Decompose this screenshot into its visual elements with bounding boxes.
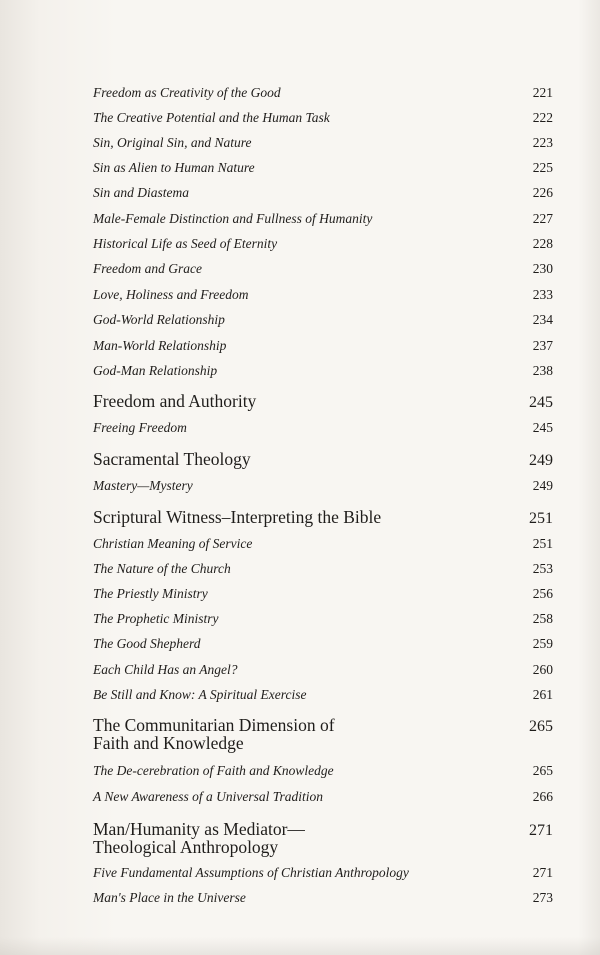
page-bottom-shadow <box>0 937 600 955</box>
entry-title: Freedom and Grace <box>93 261 202 276</box>
toc-entry <box>93 586 553 602</box>
toc-entry <box>93 261 553 277</box>
toc-section-heading <box>93 820 553 856</box>
entry-title: Man's Place in the Universe <box>93 890 246 905</box>
entry-page-number: 266 <box>532 789 553 804</box>
entry-title: Five Fundamental Assumptions of Christian Anthropology <box>93 865 409 880</box>
entry-title: Man-World Relationship <box>93 338 227 353</box>
entry-page-number: 230 <box>532 261 553 276</box>
entry-page-number: 221 <box>532 85 553 100</box>
toc-entry <box>93 561 553 577</box>
section-title: Freedom and Authority <box>93 391 257 411</box>
section-page-number: 271 <box>529 822 553 839</box>
entry-title: Freedom as Creativity of the Good <box>93 85 281 100</box>
toc-entry <box>93 662 553 678</box>
toc-entry <box>93 763 553 779</box>
entry-page-number: 251 <box>532 536 553 551</box>
toc-entry <box>93 363 553 379</box>
section-title-line: Man/Humanity as Mediator— <box>93 819 305 839</box>
toc-entry <box>93 160 553 176</box>
entry-page-number: 245 <box>532 420 553 435</box>
toc-entry <box>93 890 553 906</box>
toc-entry <box>93 287 553 303</box>
toc-section-heading <box>93 716 553 752</box>
entry-page-number: 226 <box>532 185 553 200</box>
toc-entry <box>93 478 553 494</box>
entry-title: Sin as Alien to Human Nature <box>93 160 255 175</box>
entry-title: The Creative Potential and the Human Task <box>93 110 330 125</box>
section-title-line: Faith and Knowledge <box>93 733 244 753</box>
entry-page-number: 233 <box>532 287 553 302</box>
entry-title: Sin and Diastema <box>93 185 189 200</box>
toc-entry <box>93 85 553 101</box>
toc-entry <box>93 110 553 126</box>
section-title: Scriptural Witness–Interpreting the Bible <box>93 507 382 527</box>
entry-page-number: 227 <box>532 211 553 226</box>
entry-title: Love, Holiness and Freedom <box>93 287 249 302</box>
entry-title: The Good Shepherd <box>93 636 201 651</box>
entry-title: Male-Female Distinction and Fullness of Humanity <box>93 211 373 226</box>
entry-title: A New Awareness of a Universal Tradition <box>93 789 324 804</box>
section-title <box>93 716 453 752</box>
section-title-line: The Communitarian Dimension of <box>93 715 335 735</box>
toc-entry <box>93 211 553 227</box>
section-page-number: 265 <box>529 718 553 735</box>
entry-title: The Prophetic Ministry <box>93 611 219 626</box>
entry-title: The Priestly Ministry <box>93 586 208 601</box>
toc-entry <box>93 135 553 151</box>
entry-page-number: 228 <box>532 236 553 251</box>
entry-page-number: 253 <box>532 561 553 576</box>
entry-title: Sin, Original Sin, and Nature <box>93 135 252 150</box>
toc-entry <box>93 312 553 328</box>
section-title <box>93 820 453 856</box>
entry-page-number: 259 <box>532 636 553 651</box>
toc-section-heading <box>93 508 553 528</box>
entry-title: Christian Meaning of Service <box>93 536 253 551</box>
entry-page-number: 225 <box>532 160 553 175</box>
toc-section-heading <box>93 450 553 470</box>
entry-page-number: 265 <box>532 763 553 778</box>
entry-title: God-World Relationship <box>93 312 225 327</box>
toc-entry <box>93 185 553 201</box>
section-page-number: 249 <box>529 452 553 469</box>
entry-title: Be Still and Know: A Spiritual Exercise <box>93 687 307 702</box>
entry-title: Mastery—Mystery <box>93 478 193 493</box>
entry-title: The Nature of the Church <box>93 561 231 576</box>
section-title-line: Theological Anthropology <box>93 837 279 857</box>
toc-entry <box>93 865 553 881</box>
entry-page-number: 258 <box>532 611 553 626</box>
section-page-number: 251 <box>529 510 553 527</box>
toc-entry <box>93 636 553 652</box>
entry-title: Each Child Has an Angel? <box>93 662 238 677</box>
toc-entry <box>93 687 553 703</box>
entry-page-number: 260 <box>532 662 553 677</box>
entry-page-number: 261 <box>532 687 553 702</box>
toc-entry <box>93 611 553 627</box>
entry-page-number: 234 <box>532 312 553 327</box>
toc-entry <box>93 536 553 552</box>
toc-entry <box>93 420 553 436</box>
entry-page-number: 237 <box>532 338 553 353</box>
toc-entry <box>93 236 553 252</box>
entry-title: The De-cerebration of Faith and Knowledge <box>93 763 334 778</box>
entry-title: Historical Life as Seed of Eternity <box>93 236 278 251</box>
entry-title: God-Man Relationship <box>93 363 218 378</box>
section-page-number: 245 <box>529 394 553 411</box>
entry-page-number: 222 <box>532 110 553 125</box>
entry-page-number: 273 <box>532 890 553 905</box>
page-edge-shadow <box>578 0 600 955</box>
entry-page-number: 271 <box>532 865 553 880</box>
entry-title: Freeing Freedom <box>93 420 187 435</box>
section-title: Sacramental Theology <box>93 449 251 469</box>
toc-section-heading <box>93 392 553 412</box>
entry-page-number: 249 <box>532 478 553 493</box>
entry-page-number: 238 <box>532 363 553 378</box>
toc-entry <box>93 789 553 805</box>
entry-page-number: 223 <box>532 135 553 150</box>
toc-entry <box>93 338 553 354</box>
entry-page-number: 256 <box>532 586 553 601</box>
